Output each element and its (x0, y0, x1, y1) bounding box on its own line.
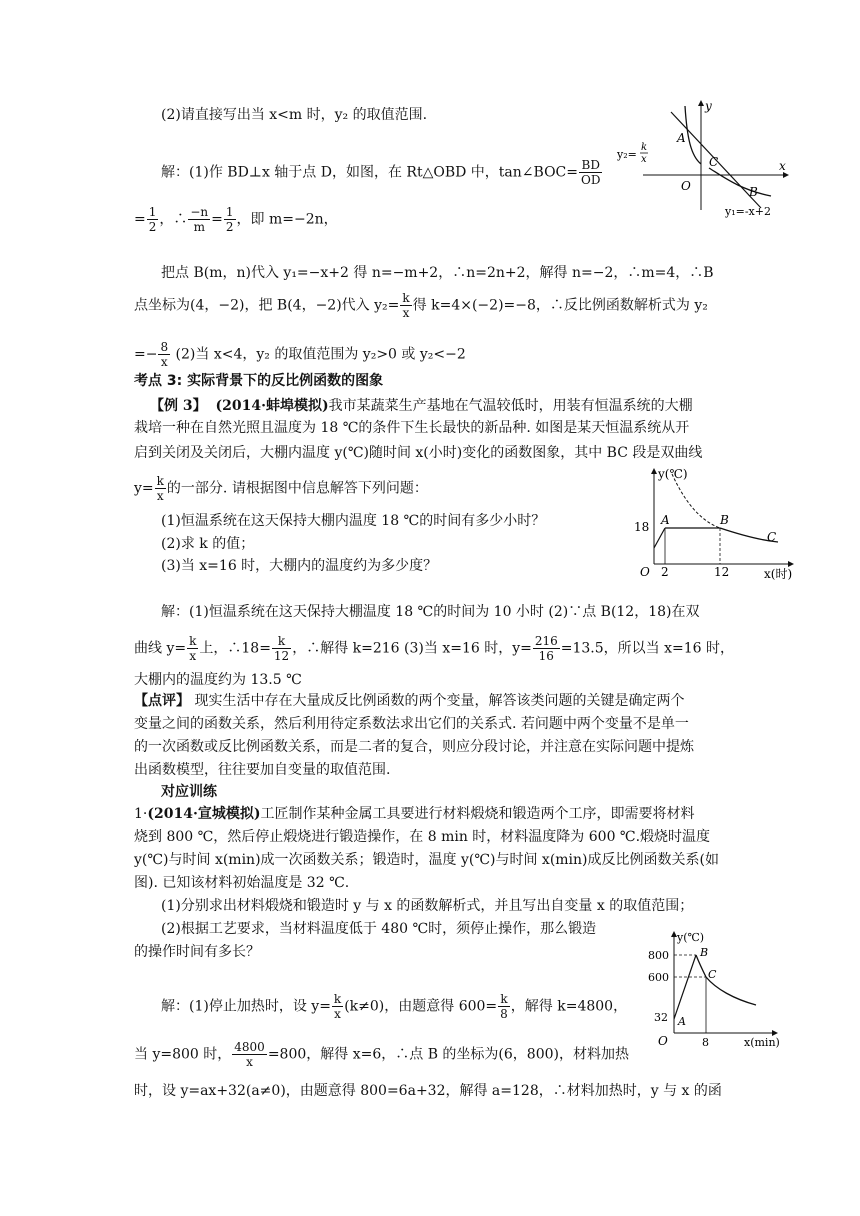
point-b-label: B (700, 946, 709, 959)
numerator: k (272, 634, 291, 649)
text: 点坐标为(4，−2)，把 B(4，−2)代入 y₂= (134, 297, 400, 314)
origin-label: O (640, 565, 650, 579)
training-question-1: (1)分别求出材料煅烧和锻造时 y 与 x 的函数解析式，并且写出自变量 x 的取值范围； (161, 898, 694, 914)
point-a-label: A (677, 131, 686, 145)
numerator: BD (579, 158, 602, 173)
text: 我市某蔬菜生产基地在气温较低时，用装有恒温系统的大棚 (328, 398, 693, 414)
text: = (134, 211, 146, 228)
fraction (579, 158, 602, 187)
x-axis-label: x(min) (744, 1036, 780, 1049)
kp3-example-line-4 (134, 474, 428, 503)
numerator: 4800 (234, 1040, 265, 1054)
y-tick-600: 600 (648, 971, 669, 984)
numerator: 8 (160, 340, 169, 354)
fraction (232, 1040, 267, 1069)
text: =− (134, 346, 158, 363)
curve-label-y2-denominator: x (641, 154, 647, 165)
training-solution-line-2 (134, 1040, 629, 1069)
fraction (147, 205, 159, 234)
text: ，∴解得 k=216 (3)当 x=16 时，y= (292, 640, 532, 657)
example-label: 【例 3】 (150, 398, 207, 414)
segment-oa (654, 528, 665, 548)
numerator: 1 (148, 205, 157, 219)
ex2-solution-line-5 (134, 340, 466, 369)
training-question-2a: (2)根据工艺要求，当材料温度低于 480 ℃时，须停止操作，那么锻造 (161, 921, 597, 937)
curve-label-y2-numerator: k (641, 142, 648, 153)
point-a-label: A (661, 513, 670, 527)
origin-label: O (658, 1034, 668, 1048)
ex2-solution-line-4 (134, 291, 708, 320)
kp3-comment-line-2: 变量之间的函数关系，然后利用待定系数法求出它们的关系式. 若问题中两个变量不是单一 (134, 716, 689, 732)
denominator: 2 (148, 220, 157, 234)
training-solution-line-3: 时，设 y=ax+32(a≠0)，由题意得 800=6a+32，解得 a=128，∴材料加热时，y 与 x 的函 (134, 1083, 722, 1099)
denominator: x (402, 306, 410, 320)
ex2-solution-line-2 (134, 205, 338, 234)
x-axis-label: x (779, 159, 786, 173)
origin-label: O (681, 179, 691, 193)
x-tick-2: 2 (661, 565, 669, 579)
kp3-solution-line-3: 大棚内的温度约为 13.5 ℃ (134, 672, 302, 688)
fraction (188, 205, 210, 234)
text: (k≠0)，由题意得 600= (344, 998, 498, 1015)
text: 解：(1)作 BD⊥x 轴于点 D，如图，在 Rt△OBD 中，tan∠BOC= (161, 164, 578, 181)
hyperbola-bc (696, 955, 756, 1005)
kp3-comment-line-1 (134, 692, 684, 710)
ex2-solution-line-1 (161, 158, 603, 187)
fraction (332, 992, 343, 1021)
hyperbola-dashed (672, 474, 720, 528)
kp3-question-1: (1)恒温系统在这天保持大棚内温度 18 ℃的时间有多少小时？ (161, 513, 546, 529)
training-problem-line-2: 烧到 800 ℃，然后停止煅烧进行锻造操作，在 8 min 时，材料温度降为 600 ℃.煅烧时温度 (134, 829, 711, 845)
text: 曲线 y= (134, 640, 187, 657)
training-problem-line-4: 图). 已知该材料初始温度是 32 ℃. (134, 875, 350, 891)
point-c-label: C (767, 530, 777, 544)
numerator: k (402, 291, 410, 305)
example-source: (2014·蚌埠模拟) (215, 398, 329, 414)
training-title: 对应训练 (161, 784, 217, 800)
numerator: k (333, 992, 342, 1006)
numerator: k (498, 992, 510, 1007)
kp3-example-line-3: 启到关闭及关闭后，大棚内温度 y(℃)随时间 x(小时)变化的函数图象，其中 BC 段是双曲线 (134, 445, 703, 461)
problem-number: 1· (134, 806, 148, 822)
kp3-solution-line-1: 解：(1)恒温系统在这天保持大棚温度 18 ℃的时间为 10 小时 (2)∵点 B(12，18)在双 (161, 604, 700, 620)
denominator: x (334, 1007, 341, 1021)
numerator: k (189, 634, 197, 648)
y-arrow (698, 100, 704, 106)
training-figure (644, 925, 789, 1053)
point-c-label: C (708, 968, 717, 981)
y-axis-label: y (705, 99, 712, 113)
x-tick-12: 12 (714, 565, 730, 579)
fraction (498, 992, 510, 1021)
problem-source: (2014·宣城模拟) (147, 806, 261, 822)
numerator: 216 (534, 634, 558, 648)
fraction (224, 205, 236, 234)
point-a-label: A (678, 1015, 686, 1028)
fraction (533, 634, 560, 663)
denominator: OD (581, 173, 601, 187)
text: 当 y=800 时， (134, 1046, 232, 1063)
y-arrow (651, 468, 657, 474)
point-b-label: B (749, 185, 758, 199)
y-tick-18: 18 (634, 520, 650, 534)
text: = (211, 211, 223, 228)
kp3-comment-line-3: 的一次函数或反比例函数关系，而是二者的复合，则应分段讨论，并注意在实际问题中提炼 (134, 739, 694, 755)
segment-ab (674, 955, 696, 1019)
fraction (158, 340, 170, 369)
ex2-question-2: (2)请直接写出当 x<m 时，y₂ 的取值范围. (161, 107, 428, 123)
y-tick-32: 32 (654, 1011, 668, 1024)
y-axis-label: y(℃) (658, 467, 688, 481)
numerator: −n (190, 205, 209, 219)
denominator: 16 (538, 649, 554, 663)
comment-label: 【点评】 (134, 693, 190, 709)
training-problem-line-3: y(℃)与时间 x(min)成一次函数关系；锻造时，温度 y(℃)与时间 x(min)成反比例函数关系(如 (134, 852, 719, 868)
text: 上，∴18= (199, 640, 271, 657)
ex2-solution-line-3: 把点 B(m，n)代入 y₁=−x+2 得 n=−m+2，∴n=2n+2，解得 n=−2，∴m=4，∴B (161, 265, 714, 281)
curve-label-y2: y₂= (617, 148, 637, 161)
training-question-2b: 的操作时间有多长？ (134, 944, 260, 960)
ex2-figure (613, 98, 793, 218)
denominator: x (160, 355, 168, 369)
y-axis-label: y(℃) (677, 931, 705, 944)
kp3-question-2: (2)求 k 的值； (161, 536, 255, 552)
text: y= (134, 480, 154, 497)
x-tick-8: 8 (702, 1036, 709, 1049)
denominator: x (246, 1055, 253, 1069)
text: ，解得 k=4800， (510, 998, 628, 1015)
text: 的一部分. 请根据图中信息解答下列问题： (166, 480, 428, 497)
denominator: x (189, 649, 197, 663)
kp3-example-line-1 (150, 397, 693, 415)
text: 解：(1)停止加热时，设 y= (161, 998, 331, 1015)
point-c-label: C (709, 155, 719, 169)
fraction (272, 634, 291, 663)
text: =13.5，所以当 x=16 时， (560, 640, 735, 657)
kp3-solution-line-2 (134, 634, 734, 663)
denominator: x (156, 489, 164, 503)
fraction (155, 474, 166, 503)
y-tick-800: 800 (648, 949, 669, 962)
denominator: m (193, 220, 205, 234)
text: ，即 m=−2n， (236, 211, 338, 228)
denominator: 8 (500, 1007, 508, 1021)
denominator: 2 (225, 220, 234, 234)
text: 工匠制作某种金属工具要进行材料煅烧和锻造两个工序，即需要将材料 (260, 806, 695, 822)
point-b-label: B (720, 513, 729, 527)
line-label-y1: y₁=-x+2 (725, 205, 771, 218)
text: 得 k=4×(−2)=−8，∴反比例函数解析式为 y₂ (412, 297, 708, 314)
kp3-example-line-2: 栽培一种在自然光照且温度为 18 ℃的条件下生长最快的新品种. 如图是某天恒温系统从开 (134, 420, 690, 436)
training-solution-line-1 (161, 992, 627, 1021)
numerator: k (156, 474, 164, 488)
text: =800，解得 x=6，∴点 B 的坐标为(6，800)，材料加热 (267, 1046, 629, 1063)
fraction (187, 634, 198, 663)
denominator: 12 (273, 649, 290, 663)
training-problem-line-1 (134, 805, 694, 823)
kp3-comment-line-4: 出函数模型，往往要加自变量的取值范围. (134, 762, 391, 778)
text: (2)当 x<4，y₂ 的取值范围为 y₂>0 或 y₂<−2 (171, 346, 466, 363)
kp3-figure (628, 464, 798, 584)
x-axis-label: x(时) (764, 567, 793, 581)
numerator: 1 (225, 205, 234, 219)
fraction (400, 291, 411, 320)
text: ，∴ (159, 211, 188, 228)
text: 现实生活中存在大量成反比例函数的两个变量，解答该类问题的关键是确定两个 (190, 693, 685, 709)
kp3-title: 考点 3: 实际背景下的反比例函数的图象 (134, 373, 384, 389)
kp3-question-3: (3)当 x=16 时，大棚内的温度约为多少度？ (161, 558, 438, 574)
hyperbola-branch-lower (709, 168, 771, 196)
